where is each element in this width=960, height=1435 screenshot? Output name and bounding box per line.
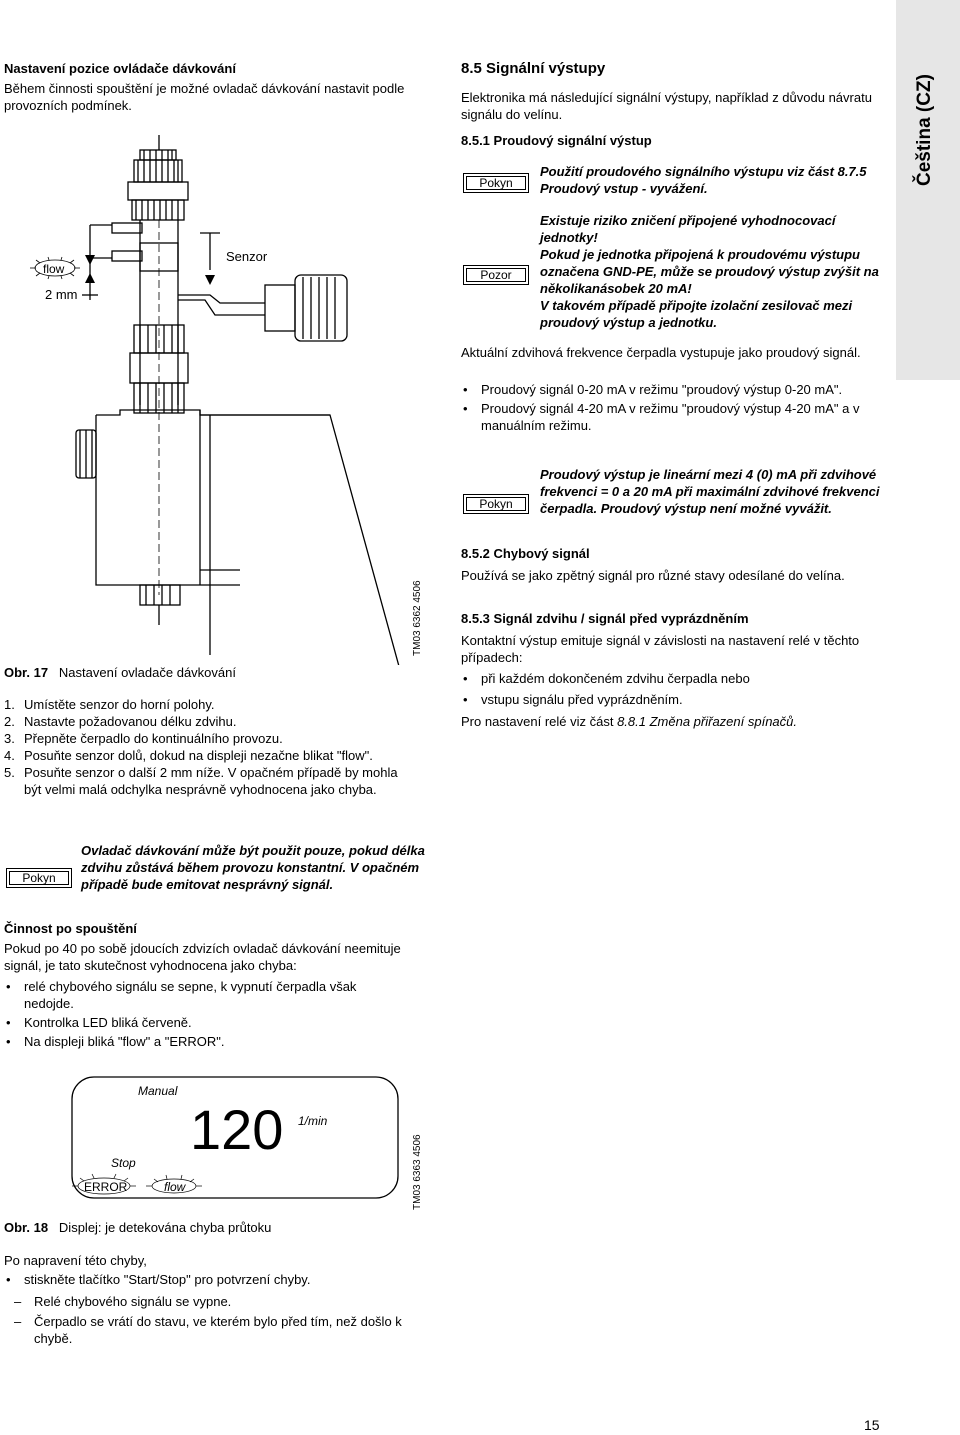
figure-caption [4,1219,271,1236]
language-tab [896,0,960,380]
display-stop: Stop [111,1156,136,1170]
paragraph: Používá se jako zpětný signál pro různé stavy odesílané do velína. [461,568,845,583]
warning-text [540,212,880,331]
warning-paragraph: V takovém případě připojte izolační zesilovač mezi proudový výstup a jednotku. [540,298,853,330]
display-flow: flow [164,1180,186,1194]
list-item: • Na displeji bliká "flow" a "ERROR". [4,1033,404,1050]
list-item: • Proudový signál 0-20 mA v režimu "proudový výstup 0-20 mA". [461,381,886,398]
list-item: 4. Posuňte senzor dolů, dokud na displeji nezačne blikat "flow". [4,748,373,763]
list-item: • Kontrolka LED bliká červeně. [4,1014,404,1031]
intro-paragraph: Elektronika má následující signální výstupy, například z důvodu návratu signálu do velínu. [461,90,872,122]
intro-paragraph: Během činnosti spouštění je možné ovladač dávkování nastavit podle provozních podmínek. [4,81,405,113]
warning-paragraph: Pokud je jednotka připojená k proudovému výstupu označena GND-PE, může se proudový výstup zvýšit na několikanásobek 20 mA! [540,247,879,296]
list-item: – Čerpadlo se vrátí do stavu, ve kterém bylo před tím, než došlo k chybě. [4,1313,404,1347]
figure-number: Obr. 18 [4,1220,49,1235]
figure-number: Obr. 17 [4,665,49,680]
relay-reference: Pro nastavení relé viz část 8.8.1 Změna přiřazení spínačů. [461,714,798,729]
list-item: • při každém dokončeném zdvihu čerpadla nebo [461,670,881,687]
startup-paragraph: Pokud po 40 po sobě jdoucích zdvizích ovladač dávkování neemituje signál, je tato skutečnost vyhodnocena jako chyba: [4,941,401,973]
subsection-heading: 8.5.1 Proudový signální výstup [461,133,652,148]
display-value: 120 [190,1098,284,1161]
display-unit: 1/min [298,1114,328,1128]
note-tag: Pokyn [6,868,72,888]
list-item: 5. Posuňte senzor o další 2 mm níže. V opačném případě by mohla být velmi malá odchylka nesprávně vyhodnocena jako chyba. [4,765,398,797]
relay-reference-link: 8.8.1 Změna přiřazení spínačů. [617,714,798,729]
list-item: • stiskněte tlačítko "Start/Stop" pro potvrzení chyby. [4,1271,404,1288]
paragraph: Kontaktní výstup emituje signál v závislosti na nastavení relé v těchto případech: [461,633,860,665]
warning-tag: Pozor [463,265,529,285]
note-text: Použití proudového signálního výstupu viz část 8.7.5 Proudový vstup - vyvážení. [540,164,867,196]
sensor-label: Senzor [226,249,268,264]
steps-list [4,696,404,798]
display-error: ERROR [84,1180,128,1194]
figure-code: TM03 6362 4506 [412,580,423,656]
after-fix-text: Po napravení této chyby, [4,1253,147,1268]
flow-label: flow [43,262,65,276]
section-heading: 8.5 Signální výstupy [461,60,606,77]
list-item: – Relé chybového signálu se vypne. [4,1293,404,1310]
figure-caption [4,664,236,681]
frequency-list [461,381,886,434]
note-tag: Pokyn [463,173,529,193]
figure-code: TM03 6363 4506 [412,1134,423,1210]
section-heading: Nastavení pozice ovládače dávkování [4,61,236,76]
startup-heading: Činnost po spouštění [4,921,137,936]
mm-label: 2 mm [45,287,78,302]
subsection-heading: 8.5.3 Signál zdvihu / signál před vyprázdněním [461,611,749,626]
page-number: 15 [864,1417,880,1433]
warning-paragraph: Existuje riziko zničení připojené vyhodnocovací jednotky! [540,213,836,245]
list-item: 1. Umístěte senzor do horní polohy. [4,697,215,712]
display-mode: Manual [138,1084,178,1098]
subsection-heading: 8.5.2 Chybový signál [461,546,590,561]
dosing-controller-figure [0,125,440,665]
after-fix-sublist [4,1293,404,1347]
list-item: • relé chybového signálu se sepne, k vypnutí čerpadla však nedojde. [4,978,404,1012]
frequency-paragraph: Aktuální zdvihová frekvence čerpadla vystupuje jako proudový signál. [461,345,861,360]
language-label: Čeština (CZ) [914,74,935,186]
note-text: Ovladač dávkování může být použit pouze, pokud délka zdvihu zůstává během provozu konstantní. V opačném případě bude emitovat nesprávný signál. [81,843,425,892]
note-text: Proudový výstup je lineární mezi 4 (0) mA při zdvihové frekvenci = 0 a 20 mA při maximální zdvihové frekvenci čerpadla. Proudový výstup není možné vyvážit. [540,467,880,516]
after-fix-list [4,1271,404,1288]
list-item: 2. Nastavte požadovanou délku zdvihu. [4,714,237,729]
figure-caption-text: Nastavení ovladače dávkování [58,665,236,680]
figure-caption-text: Displej: je detekována chyba průtoku [58,1220,272,1235]
list-item: • Proudový signál 4-20 mA v režimu "proudový výstup 4-20 mA" a v manuálním režimu. [461,400,886,434]
note-tag: Pokyn [463,494,529,514]
signal-list [461,670,881,708]
list-item: 3. Přepněte čerpadlo do kontinuálního provozu. [4,731,283,746]
list-item: • vstupu signálu před vyprázdněním. [461,691,881,708]
startup-list [4,978,404,1050]
